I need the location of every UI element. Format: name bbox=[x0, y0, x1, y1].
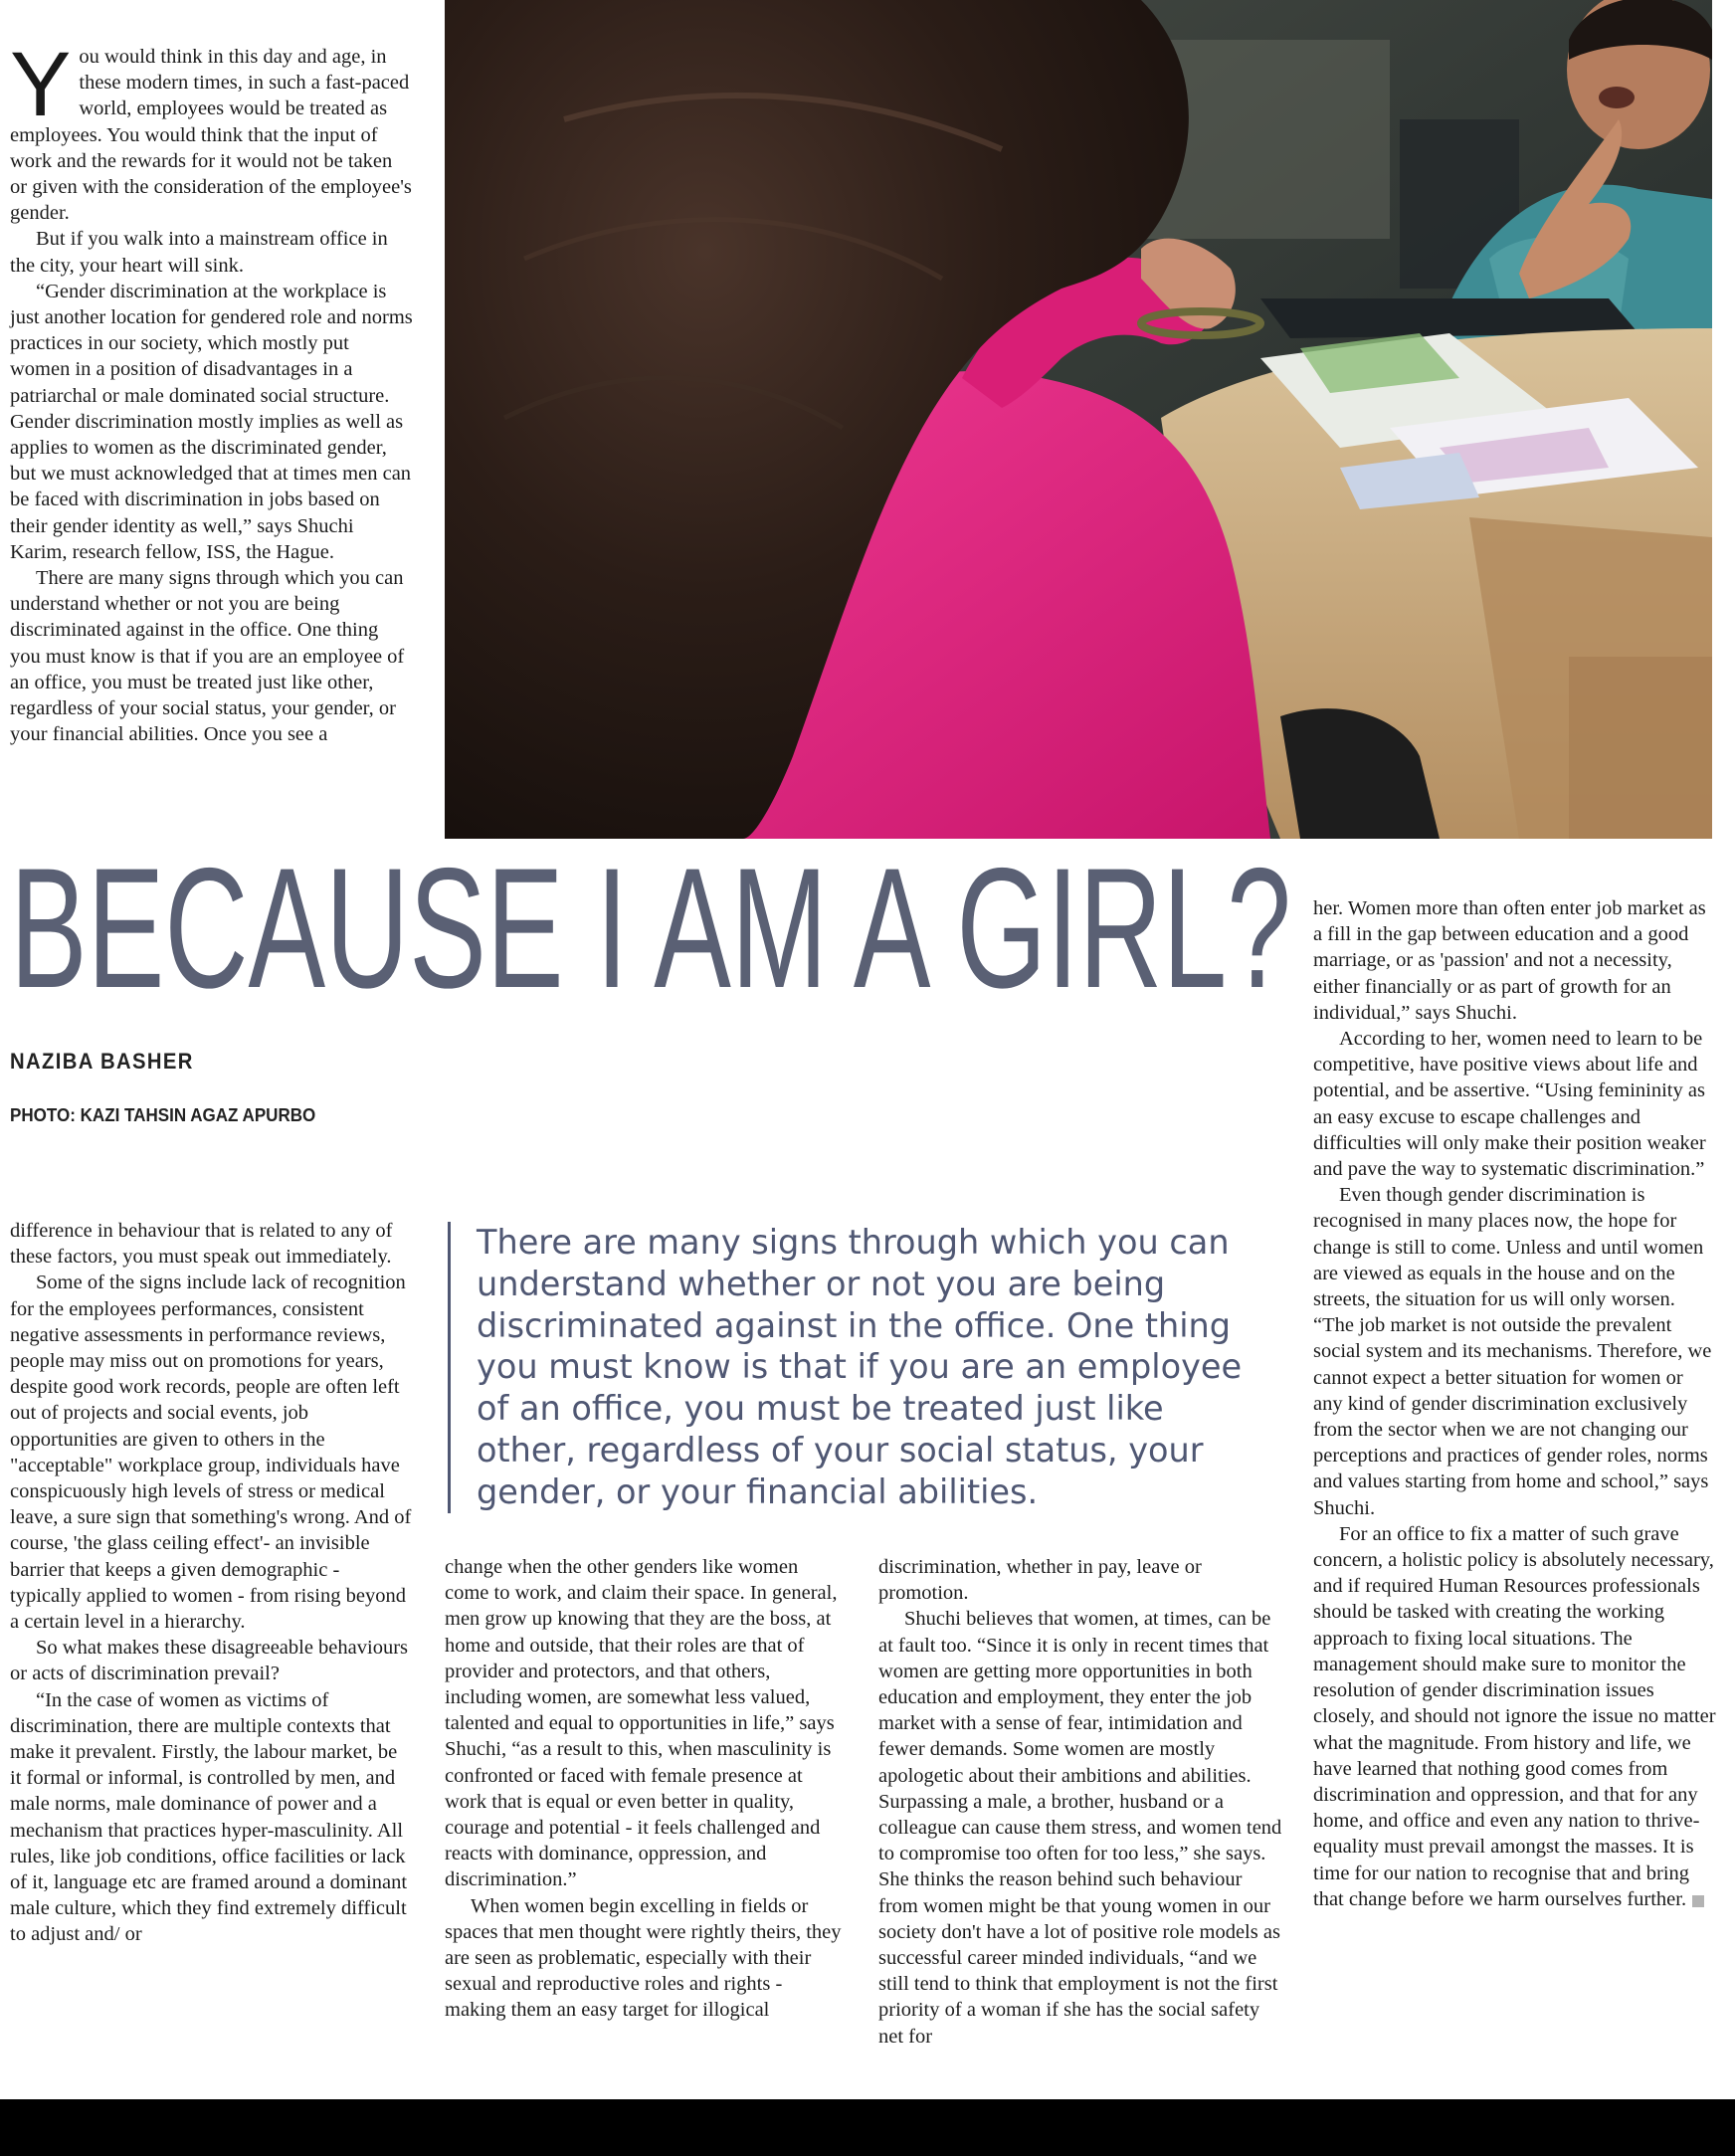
paragraph: So what makes these disagreeable behaviours or acts of discrimination prevail? bbox=[10, 1637, 409, 1685]
end-mark-icon bbox=[1692, 1895, 1704, 1907]
byline: NAZIBA BASHER bbox=[10, 1049, 194, 1074]
paragraph: According to her, women need to learn to be competitive, have positive views about life and potential, and be assertive. “Using femininity as an easy excuse to escape challenges and difficulties will only make their position weaker and pave the way to systematic discrimination.” bbox=[1313, 1028, 1706, 1181]
article-column-2 bbox=[445, 1554, 847, 2024]
paragraph: “In the case of women as victims of discrimination, there are multiple contexts that make it prevalent. Firstly, the labour market, be it formal or informal, is controlled by men, and male norms, male dominance of power and a mechanism that practices hyper-masculinity. All rules, like job conditions, office facilities or lack of it, language etc are framed around a dominant male culture, which they find extremely difficult to adjust and/ or bbox=[10, 1688, 408, 1946]
drop-cap: Y bbox=[10, 34, 72, 135]
paragraph: You would think in this day and age, in these modern times, in such a fast-paced world, employees would be treated as employees. You would think that the input of work and the rewards for it would not be taken or given with the consideration of the employee's gender. bbox=[10, 34, 412, 225]
article-column-4 bbox=[1313, 895, 1716, 1912]
paragraph: Some of the signs include lack of recognition for the employees performances, consistent negative assessments in performance reviews, people may miss out on promotions for years, despite good work records, people are often left out of projects and social events, job opportunities are given to others in the "acceptable" workplace group, individuals have conspicuously high levels of stress or medical leave, a sure sign that something's wrong. And of course, 'the glass ceiling effect'- an invisible barrier that keeps a given demographic - typically applied to women - from rising beyond a certain level in a hierarchy. bbox=[10, 1272, 412, 1634]
article-photo bbox=[445, 0, 1712, 839]
headline bbox=[10, 854, 1303, 1003]
headline-text: BECAUSE I AM A GIRL? bbox=[10, 854, 1291, 1003]
paragraph: discrimination, whether in pay, leave or promotion. bbox=[878, 1556, 1202, 1605]
paragraph: When women begin excelling in fields or spaces that men thought were rightly theirs, they are seen as problematic, especially with their sexual and reproductive roles and rights - making them an easy target for illogical bbox=[445, 1894, 842, 2022]
pull-quote: There are many signs through which you can understand whether or not you are being discriminated against in the office. One thing you must know is that if you are an employee of an office, you must be treated just like other, regardless of your social status, your gender, or your financial abilities. bbox=[448, 1222, 1272, 1513]
article-column-3 bbox=[878, 1554, 1286, 2050]
paragraph: change when the other genders like women come to work, and claim their space. In general, men grow up knowing that they are the boss, at home and outside, that their roles are that of provider and protectors, and that others, including women, are somewhat less valued, talented and equal to opportunities in life,” says Shuchi, “as a result to this, when masculinity is confronted or faced with female presence at work that is equal or even better in quality, courage and potential - it feels challenged and reacts with dominance, oppression, and discrimination.” bbox=[445, 1556, 838, 1891]
paragraph: her. Women more than often enter job market as a fill in the gap between education and a good marriage, or as 'passion' and not a necessity, either financially or as part of growth for an individual,” says Shuchi. bbox=[1313, 897, 1706, 1024]
article-column-intro bbox=[10, 34, 413, 747]
paragraph: For an office to fix a matter of such grave concern, a holistic policy is absolutely necessary, and if required Human Resources professionals should be tasked with creating the working approach to fixing local situations. The management should make sure to monitor the resolution of gender discrimination issues closely, and should not ignore the issue no matter what the magnitude. From history and life, we have learned that nothing good comes from discrimination and oppression, and that for any home, and office and even any nation to thrive- equality must prevail amongst the masses. It is time for our nation to recognise that and bring that change before we harm ourselves further. bbox=[1313, 1522, 1716, 1910]
paragraph: difference in behaviour that is related to any of these factors, you must speak out immediately. bbox=[10, 1220, 393, 1269]
paragraph: Shuchi believes that women, at times, can be at fault too. “Since it is only in recent times that women are getting more opportunities in both education and employment, they enter the job market with a sense of fear, intimidation and fewer demands. Some women are mostly apologetic about their ambitions and abilities. Surpassing a male, a brother, husband or a colleague can cause them stress, and women tend to compromise too often for too less,” she says. She thinks the reason behind such behaviour from women might be that young women in our society don't have a lot of positive role models as successful career minded individuals, “and we still tend to think that employment is not the first priority of a woman if she has the social safety net for bbox=[878, 1608, 1282, 2048]
paragraph: “Gender discrimination at the workplace is just another location for gendered role and norms practices in our society, which mostly put women in a position of disadvantages in a patriarchal or male dominated social structure. Gender discrimination mostly implies as well as applies to women as the discriminated gender, but we must acknowledged that at times men can be faced with discrimination in jobs based on their gender identity as well,” says Shuchi Karim, research fellow, ISS, the Hague. bbox=[10, 280, 413, 563]
article-column-1 bbox=[10, 1218, 413, 1948]
paragraph: But if you walk into a mainstream office in the city, your heart will sink. bbox=[10, 228, 388, 277]
photo-credit: PHOTO: KAZI TAHSIN AGAZ APURBO bbox=[10, 1104, 316, 1125]
paragraph: Even though gender discrimination is recognised in many places now, the hope for change is still to come. Unless and until women are viewed as equals in the house and on the streets, the situation for us will only worsen. “The job market is not outside the prevalent social system and its mechanisms. Therefore, we cannot expect a better situation for women or any kind of gender discrimination exclusively from the sector when we are not changing our perceptions and practices of gender roles, norms and values starting from home and school,” says Shuchi. bbox=[1313, 1184, 1712, 1519]
paragraph: There are many signs through which you can understand whether or not you are being discriminated against in the office. One thing you must know is that if you are an employee of an office, you must be treated just like other, regardless of your social status, your gender, or your financial abilities. Once you see a bbox=[10, 567, 405, 746]
